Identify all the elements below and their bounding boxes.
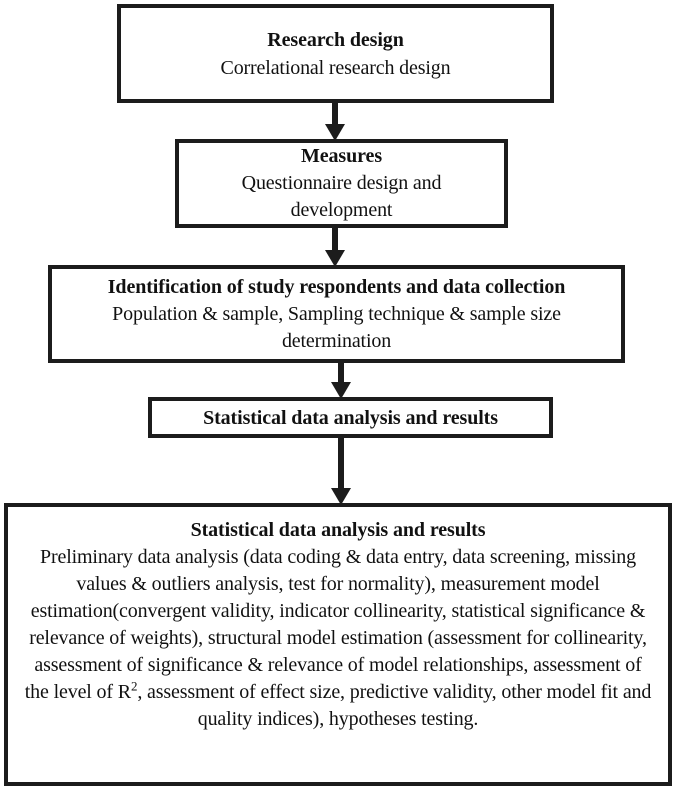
flowchart-node-statistical-analysis-full — [4, 503, 672, 786]
node-body: Population & sample, Sampling technique & sample size determination — [112, 302, 561, 352]
arrow-down-icon — [325, 228, 345, 267]
arrow-stem — [338, 363, 344, 384]
node-body-part-2: , assessment of effect size, predictive validity, other model fit and quality indices), hypotheses testing. — [137, 681, 652, 730]
arrow-stem — [338, 438, 344, 490]
arrow-stem — [332, 228, 338, 252]
node-title: Measures — [300, 145, 383, 167]
node-title: Statistical data analysis and results — [190, 519, 486, 541]
node-body: Correlational research design — [220, 57, 451, 79]
node-body: Questionnaire design and development — [241, 172, 442, 221]
arrow-down-icon — [331, 363, 351, 399]
r-squared-superscript: 2 — [130, 678, 138, 694]
flowchart-node-research-design — [117, 4, 554, 103]
node-body — [23, 544, 653, 733]
arrow-down-icon — [331, 438, 351, 505]
node-title: Research design — [267, 29, 404, 51]
flowchart-node-statistical-analysis-short — [148, 397, 553, 438]
arrow-down-icon — [325, 103, 345, 141]
arrow-stem — [332, 103, 338, 126]
node-body-part-1: Preliminary data analysis (data coding & data entry, data screening, missing values & outliers analysis, test for normality), measurement model estimation(convergent validity, indicator collinearity, statistical significance & relevance of weights), structural model estimation (assessment for collinearity, assessment of significance & relevance of model relationships, assessment of the level of R — [24, 546, 647, 703]
flowchart-node-identification — [48, 265, 625, 363]
node-title: Identification of study respondents and data collection — [107, 275, 566, 298]
node-title: Statistical data analysis and results — [203, 407, 498, 429]
flowchart-node-measures — [175, 139, 508, 228]
